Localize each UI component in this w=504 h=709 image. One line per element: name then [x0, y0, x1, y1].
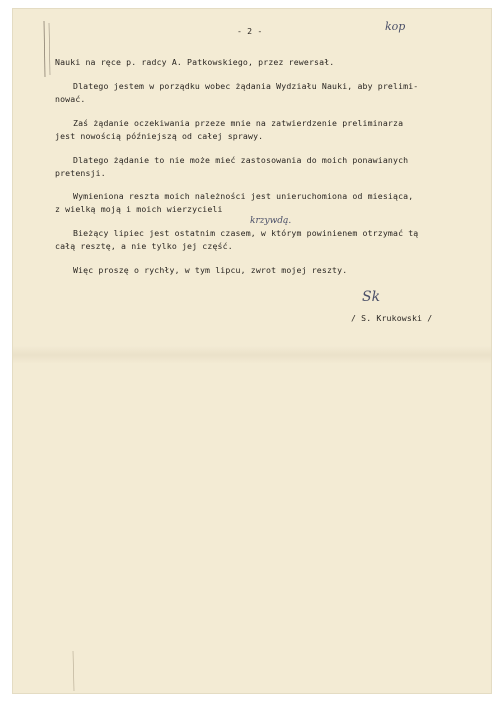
body-line: Zaś żądanie oczekiwania przeze mnie na zatwierdzenie preliminarza: [73, 118, 404, 128]
body-line: Wymieniona reszta moich należności jest unieruchomiona od miesiąca,: [73, 191, 414, 201]
body-line: Dlatego jestem w porządku wobec żądania Wydziału Nauki, aby prelimi-: [73, 81, 419, 91]
paper-fold: [13, 346, 491, 364]
handwritten-kop-mark: kop: [385, 20, 406, 33]
body-line: Dlatego żądanie to nie może mieć zastosowania do moich ponawianych: [73, 155, 409, 165]
body-line: Nauki na ręce p. radcy A. Patkowskiego, przez rewersał.: [55, 57, 335, 67]
handwritten-insert: krzywdą.: [250, 216, 292, 226]
body-line: Bieżący lipiec jest ostatnim czasem, w którym powinienem otrzymać tą: [73, 228, 419, 238]
paper-sheet: [13, 9, 491, 693]
body-line: jest nowością późniejszą od całej sprawy.: [55, 131, 264, 141]
page-number: - 2 -: [237, 26, 263, 36]
body-line: całą resztę, a nie tylko jej część.: [55, 241, 233, 251]
paper-crease-mark: [41, 19, 53, 79]
signature-initials: Sk: [362, 289, 381, 305]
body-line: z wielką moją i moich wierzycieli: [55, 204, 223, 214]
body-line: Więc proszę o rychły, w tym lipcu, zwrot mojej reszty.: [73, 265, 348, 275]
body-line: nować.: [55, 94, 86, 104]
body-line: pretensji.: [55, 168, 106, 178]
signature-name: / S. Krukowski /: [351, 313, 433, 323]
paper-crease-mark: [69, 649, 79, 693]
